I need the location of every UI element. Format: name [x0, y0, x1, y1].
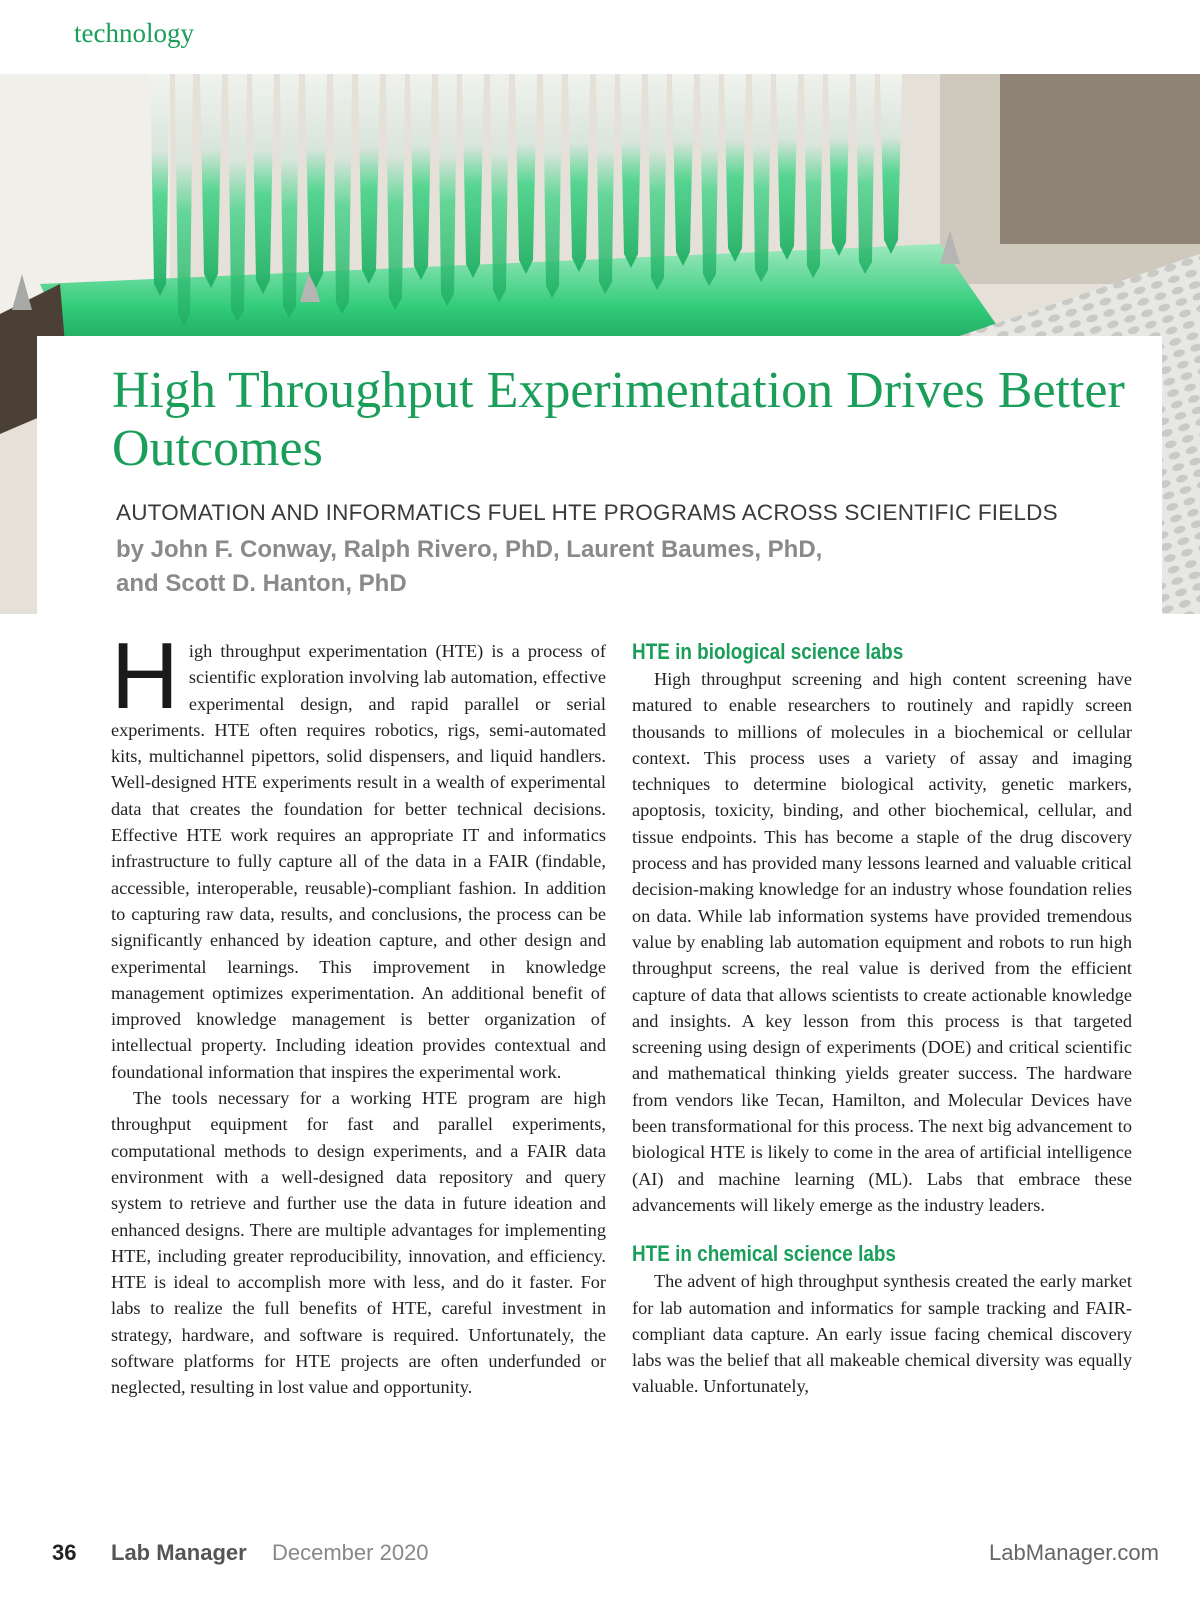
body-paragraph-1-text: igh throughput experimentation (HTE) is a process of scientific exploration involving lab automation, effective experimental design, and rapid parallel or serial experiments. HTE often requires robotics, rigs, semi-automated kits, multichannel pipettors, solid dispensers, and liquid handlers. Well-designed HTE experiments result in a wealth of experimental data that creates the foundation for better technical decisions. Effective HTE work requires an appropriate IT and informatics infrastructure to fully capture all of the data in a FAIR (findable, accessible, interoperable, reusable)-compliant fashion. In addition to capturing raw data, results, and conclusions, the process can be significantly enhanced by ideation capture, and other design and experimental learnings. This improvement in knowledge management optimizes experimentation. An additional benefit of improved knowledge management is better organization of intellectual property. Including ideation provides contextual and foundational information that inspires the experimental work.: [111, 641, 606, 1082]
drop-cap: H: [111, 623, 179, 728]
website-link[interactable]: LabManager.com: [989, 1540, 1159, 1565]
article-deck: AUTOMATION AND INFORMATICS FUEL HTE PROGRAMS ACROSS SCIENTIFIC FIELDS: [116, 500, 1058, 525]
byline: [116, 533, 1076, 601]
byline-line-1: by John F. Conway, Ralph Rivero, PhD, Laurent Baumes, PhD,: [116, 536, 823, 563]
page-footer: [40, 1540, 1165, 1572]
subhead-chemical: HTE in chemical science labs: [632, 1241, 896, 1267]
body-paragraph-1: [111, 623, 606, 1085]
page-number: 36: [52, 1540, 77, 1565]
body-column-left: [111, 623, 606, 1401]
magazine-name: Lab Manager: [111, 1540, 247, 1565]
section-tag: technology: [74, 18, 194, 48]
byline-line-2: and Scott D. Hanton, PhD: [116, 570, 407, 597]
body-paragraph-3: High throughput screening and high content screening have matured to enable researchers to routinely and rapidly screen thousands to millions of molecules in a biochemical or cellular context. This process uses a variety of assay and imaging techniques to determine biological activity, genetic markers, apoptosis, toxicity, binding, and other biochemical, cellular, and tissue endpoints. This has become a staple of the drug discovery process and has provided many lessons learned and valuable critical decision-making knowledge for an industry whose foundation relies on data. While lab information systems have provided tremendous value by enabling lab automation equipment and robots to run high throughput screens, the real value is derived from the efficient capture of data that allows scientists to create actionable knowledge and insights. A key lesson from this process is that targeted screening using design of experiments (DOE) and critical scientific and mathematical thinking yields greater success. The hardware from vendors like Tecan, Hamilton, and Molecular Devices have been transformational for this process. The next big advancement to biological HTE is likely to come in the area of artificial intelligence (AI) and machine learning (ML). Labs that embrace these advancements will likely emerge as the industry leaders.: [632, 669, 1132, 1215]
subhead-biological: HTE in biological science labs: [632, 639, 904, 664]
body-paragraph-2: The tools necessary for a working HTE program are high throughput equipment for fast and parallel experiments, computational methods to design experiments, and a FAIR data environment with a well-designed data repository and query system to retrieve and further use the data in future ideation and enhanced designs. There are multiple advantages for implementing HTE, including greater reproducibility, innovation, and efficiency. HTE is ideal to accomplish more with less, and do it faster. For labs to realize the full benefits of HTE, careful investment in strategy, hardware, and software is required. Unfortunately, the software platforms for HTE projects are often underfunded or neglected, resulting in lost value and opportunity.: [111, 1088, 606, 1398]
article-headline: High Throughput Experimentation Drives Better Outcomes: [112, 362, 1125, 477]
body-paragraph-4: The advent of high throughput synthesis created the early market for lab automation and informatics for sample tracking and FAIR-compliant data capture. An early issue facing chemical discovery labs was the belief that all makeable chemical diversity was equally valuable. Unfortunately,: [632, 1271, 1132, 1397]
body-column-right: [632, 638, 1132, 1400]
issue-date: December 2020: [272, 1540, 429, 1565]
